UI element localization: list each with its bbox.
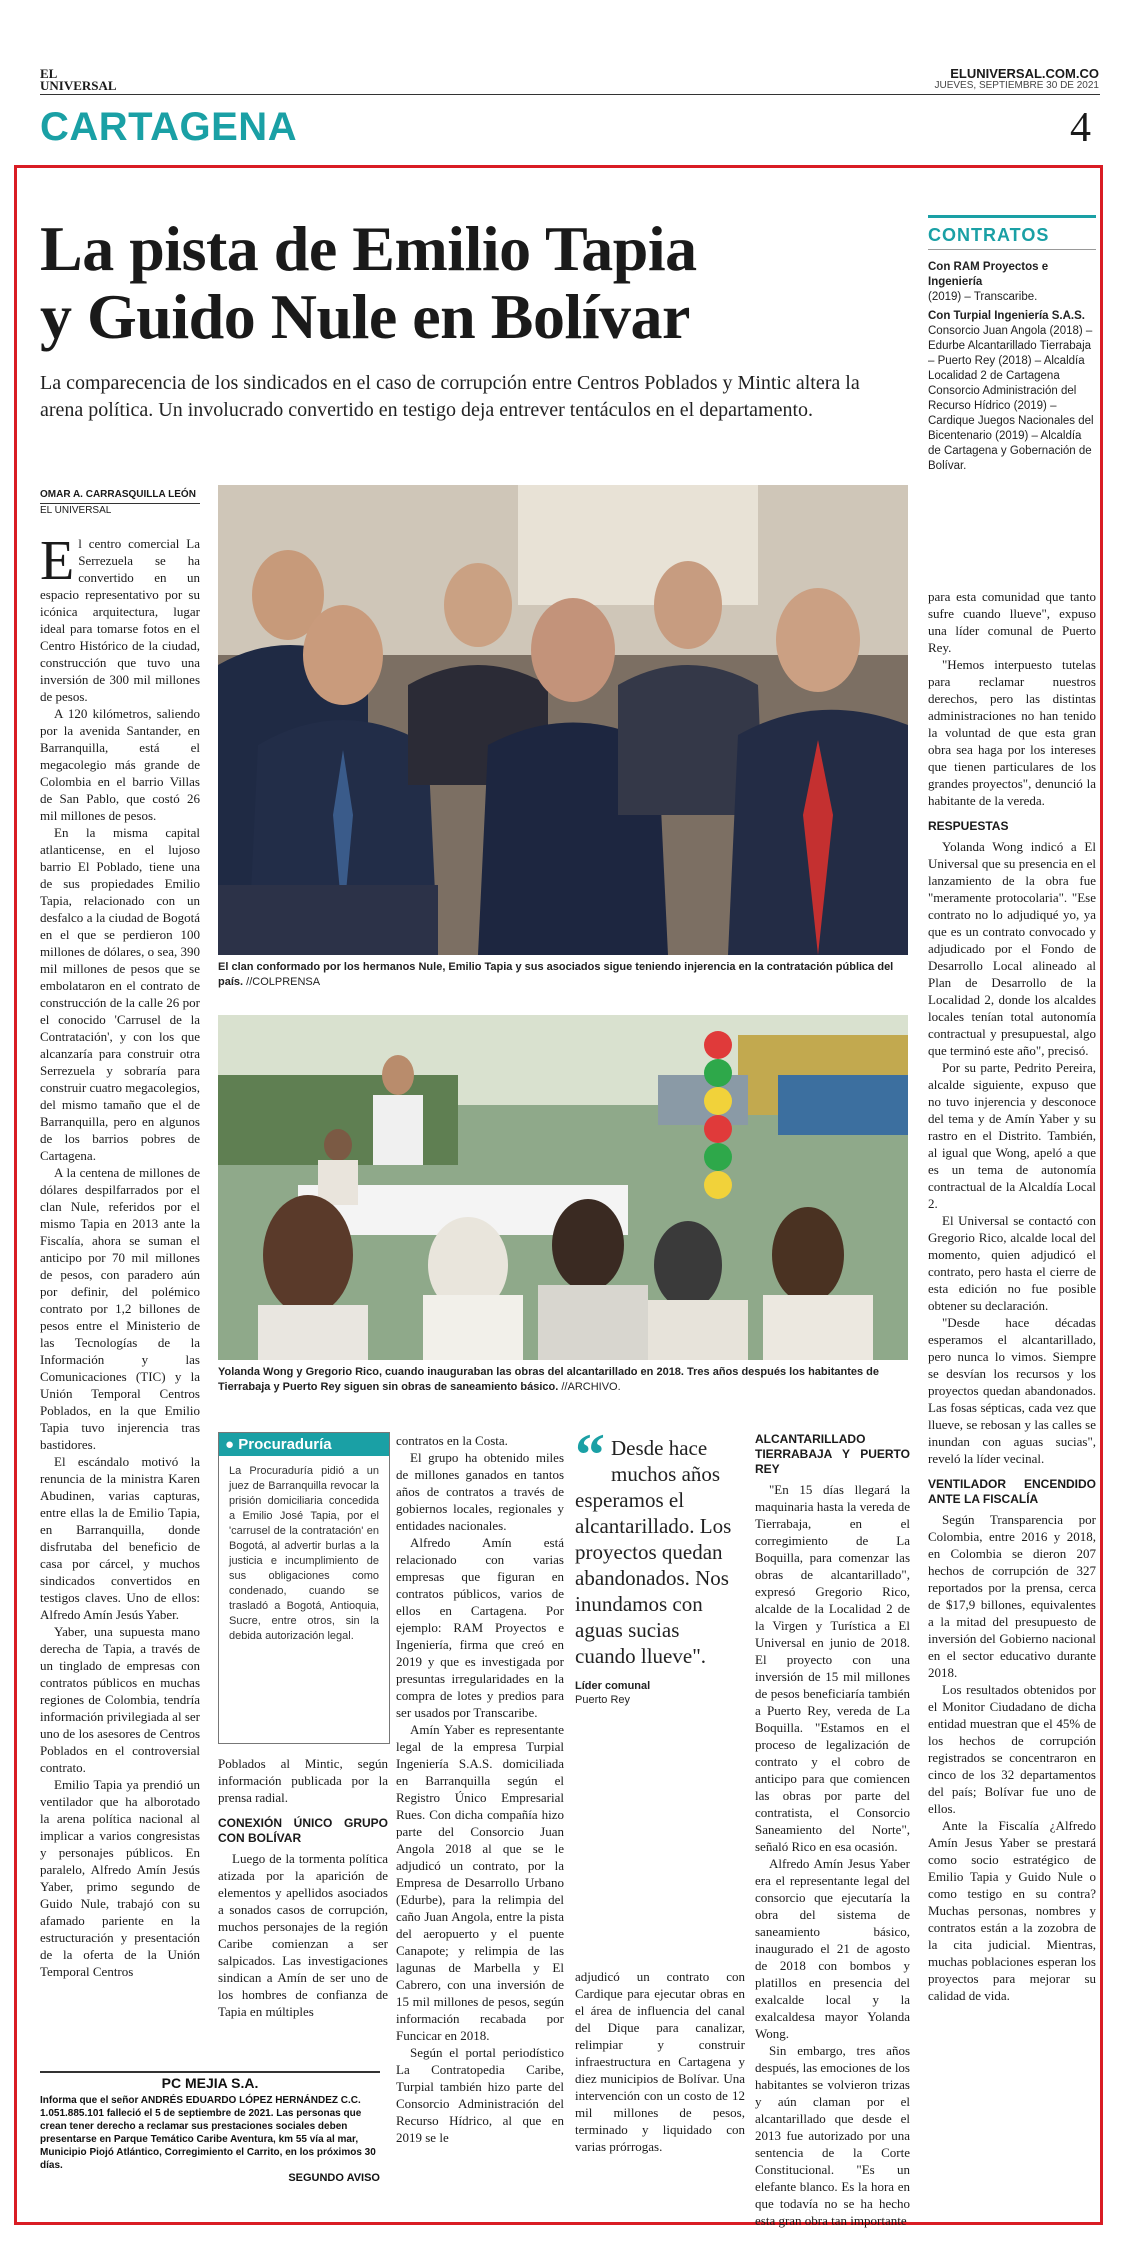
dropcap: E [40,530,75,592]
subheading: RESPUESTAS [928,819,1009,833]
body-paragraph: Yolanda Wong indicó a El Universal que su presencia en el lanzamiento de la obra fue "meramente protocolaria". "Ese contrato no lo adjudiqué yo, ya que es un contrato convocado y adjudicado por el Fondo de Desarrollo Local alineado al Plan de Desarrollo de la Localidad 2, donde los alcaldes locales tenían total autonomía contractual y presupuestal, algo que terminó este año", precisó. [928,839,1096,1058]
body-paragraph: Alfredo Amín Jesus Yaber era el representante legal del consorcio que ejecutaría la obra del sistema de saneamiento básico, inaugurado el 21 de agosto de 2018 con bombos y platillos en presencia del exalcalde local y la exalcaldesa mayor Yolanda Wong. [755,1856,910,2041]
subheading: CONEXIÓN ÚNICO GRUPO CON BOLÍVAR [218,1816,388,1845]
body-paragraph: El Universal se contactó con Gregorio Rico, alcalde local del momento, quien adjudicó el contrato, pero hasta el cierre de esta edición no fue posible obtener su declaración. [928,1213,1096,1313]
newspaper-logo: EL UNIVERSAL [40,66,117,93]
body-paragraph: A la centena de millones de dólares despilfarrados por el clan Nule, referidos por el mismo Tapia en 2013 ante la Fiscalía, ahora se suman el anticipo por 70 mil millones de pesos, con paradero aún por definir, del polémico contrato por 1,2 billones de pesos entre el Ministerio de las Tecnologías de la Información y las Comunicaciones (TIC) y la Unión Temporal Centros Poblados, en la que Emilio Tapia tuvo injerencia tras bastidores. [40,1165,200,1452]
legal-notice [40,2071,380,2185]
procuraduria-box-text: La Procuraduría pidió a un juez de Barranquilla revocar la prisión domiciliaria concedida a Emilio José Tapia, por el 'carrusel de la contratación' en Bogotá, al advertir burlas a la justicia e incumplimiento de sus obligaciones como condenado, cuando se trasladó a Bogotá, Antioquia, Sucre, entre otros, sin la debida autorización legal. [229,1465,379,1642]
body-paragraph: Emilio Tapia ya prendió un ventilador que ha alborotado la arena política nacional al implicar a varios congresistas y personajes públicos. En paralelo, Alfredo Amín Jesús Yaber, primo segundo de Guido Nule, trabajó con su afamado pariente en la estructuración y presentación de la oferta de la Unión Temporal Centros [40,1777,200,1979]
photo-suspects [218,485,908,955]
body-paragraph: "En 15 días llegará la maquinaria hasta la vereda de Tierrabaja, en el corregimiento de La Boquilla, para comenzar las obras de alcantarillado", expresó Gregorio Rico, alcalde de la Localidad 2 de la Virgen y Turística a El Universal en junio de 2018. El proyecto con una inversión de 15 mil millones de pesos beneficiaría también a Puerto Rey, vereda de La Boquilla. "Estamos en el proceso de legalización de contrato y el cobro de anticipo para que comiencen las obras por parte del contratista, el Consorcio Saneamiento del Norte", señaló Rico en esa ocasión. [755,1482,910,1854]
body-paragraph: A 120 kilómetros, saliendo por la avenida Santander, en Barranquilla, está el megacolegio más grande de Colombia en el barrio Villas de San Pablo, que costó 26 mil millones de pesos. [40,706,200,823]
quote-mark-icon: “ [575,1422,605,1488]
section-title: CARTAGENA [40,105,298,149]
issue-date: JUEVES, SEPTIEMBRE 30 DE 2021 [934,80,1099,91]
body-paragraph: Según el portal periodístico La Contratopedia Caribe, Turpial también hizo parte del Consorcio Administración del Recurso Hídrico, al que en 2019 se le [396,2045,564,2145]
photo-suspects-caption: El clan conformado por los hermanos Nule, Emilio Tapia y sus asociados sigue teniendo injerencia en la contratación pública del país. //COLPRENSA [218,961,894,988]
body-paragraph: adjudicó un contrato con Cardique para ejecutar obras en el área de influencia del canal del Dique para canalizar, relimpiar y construir infraestructura en Cartagena y diez municipios de Bolívar. Una intervención con un costo de 12 mil millones de pesos, terminado y liquidado con varias prórrogas. [575,1969,745,2154]
byline [40,488,200,517]
author-name: OMAR A. CARRASQUILLA LEÓN [40,488,200,504]
body-column-1 [40,530,200,1980]
procuraduria-box [218,1432,390,1744]
pull-quote: “ Desde hace muchos años esperamos el alcantarillado. Los proyectos quedan abandonados. Nos inundamos con aguas sucias cuando llueve". Líder comunal Puerto Rey [575,1435,745,1707]
notice-title: PC MEJIA S.A. [161,2075,259,2091]
body-paragraph: Amín Yaber es representante legal de la empresa Turpial Ingeniería S.A.S. domiciliada en Barranquilla según el Registro Único Empresarial Rues. Con dicha compañía hizo parte del Consorcio Juan Angola 2018 al que se le adjudicó un contrato, por la Empresa de Desarrollo Urbano (Edurbe), para la relimpia del caño Juan Angola, entre la pista del aeropuerto y el puente Canapote; y relimpia de las lagunas de Marbella y El Cabrero, con una inversión de 15 mil millones de pesos, según información recabada por Funcicar en 2018. [396,1722,564,2043]
body-column-5 [755,1432,910,2229]
body-paragraph: Sin embargo, tres años después, las emociones de los habitantes se volvieron trizas y aún claman por el alcantarillado que desde el 2013 fue autorizado por una sentencia de la Corte Constitucional. "Es un elefante blanco. Es la hora en que todavía no se ha hecho esta gran obra tan importante [755,2043,910,2228]
photo-inauguration-image [218,1015,908,1360]
photo-suspects-image [218,485,908,955]
headline: La pista de Emilio Tapia y Guido Nule en Bolívar [40,213,697,352]
sidebar-heading: Con Turpial Ingeniería S.A.S. [928,310,1085,322]
masthead-divider [40,94,1100,95]
sidebar-text: (2019) – Transcaribe. [928,291,1038,303]
body-paragraph: contratos en la Costa. [396,1433,508,1448]
body-paragraph: Poblados al Mintic, según información publicada por la prensa radial. [218,1756,388,1805]
body-paragraph: Ante la Fiscalía ¿Alfredo Amín Jesus Yaber se prestará como socio estratégico de Emilio Tapia y Guido Nule o como testigo en su contra? Muchas personas, nombres y contratos están a la zozobra de la cita judicial. Mientras, muchas poblaciones esperan los proyectos para mejorar su calidad de vida. [928,1818,1096,2003]
notice-footer: SEGUNDO AVISO [288,2172,380,2184]
contracts-sidebar [928,215,1096,474]
body-column-4 [575,1968,745,2155]
quote-attribution: Líder comunal Puerto Rey [575,1680,651,1706]
body-paragraph: para esta comunidad que tanto sufre cuando llueve", expuso una líder comunal de Puerto Rey. [928,589,1096,655]
body-paragraph: "Desde hace décadas esperamos el alcantarillado, pero nunca lo vimos. Siempre se desvían los recursos y los proyectos quedan abandonados. Las fosas sépticas, cada vez que llueve, se rebosan y las calles se inundan con aguas sucias", reveló la líder vecinal. [928,1315,1096,1466]
body-column-2 [218,1755,388,2020]
body-column-6 [928,588,1096,2004]
body-paragraph: Según Transparencia por Colombia, entre 2016 y 2018, en Colombia se dieron 207 hechos de corrupción de 327 reportados por la prensa, cerca de $17,9 billones, equivalentes a la mitad del presupuesto de inversión del Gobierno nacional en el sector educativo durante 2018. [928,1512,1096,1680]
body-paragraph: Luego de la tormenta política atizada por la aparición de elementos y apellidos asociados a sonados casos de corrupción, muchos personajes de la región Caribe comienzan a ser salpicados. Las investigaciones sindican a Amín de ser uno de los hombres de confianza de Tapia en múltiples [218,1851,388,2019]
photo-inauguration-caption: Yolanda Wong y Gregorio Rico, cuando inauguraban las obras del alcantarillado en 2018. Tres años después los habitantes de Tierrabaja y Puerto Rey siguen sin obras de saneamiento básico. //ARCHIVO. [218,1366,879,1393]
body-paragraph: Por su parte, Pedrito Pereira, alcalde siguiente, expuso que no tuvo injerencia y desconoce del tema y de Amín Yaber y su rastro en el Distrito. También, al igual que Wong, apeló a que es un tema de autonomía contractual de la Alcaldía Local 2. [928,1060,1096,1211]
sidebar-title: CONTRATOS [928,215,1096,250]
sidebar-text: Consorcio Juan Angola (2018) – Edurbe Alcantarillado Tierrabaja – Puerto Rey (2018) – Alcaldía Localidad 2 de Cartagena Consorcio Administración del Recurso Hídrico (2019) – Cardique Juegos Nacionales del Bicentenario (2019) – Alcaldía de Cartagena y Gobernación de Bolívar. [928,325,1094,472]
photo-inauguration [218,1015,908,1360]
procuraduria-box-title: ● Procuraduría [219,1433,389,1456]
body-column-3 [396,1432,564,2146]
body-paragraph: El grupo ha obtenido miles de millones ganados en tantos años de contratos a través de gobiernos locales, regionales y entidades nacionales. [396,1450,564,1533]
body-paragraph: Los resultados obtenidos por el Monitor Ciudadano de dicha entidad muestran que el 45% de los hechos de corrupción registrados se concentraron en cinco de los 32 departamentos del país; Bolívar fue uno de ellos. [928,1682,1096,1816]
body-paragraph: Yaber, una supuesta mano derecha de Tapia, a través de un tinglado de empresas con contratos públicos en muchas regiones de Colombia, tendría información privilegiada al ser uno de los asesores de Centros Poblados en el controversial contrato. [40,1624,200,1775]
site-url[interactable]: ELUNIVERSAL.COM.CO [950,66,1099,81]
page-number: 4 [1070,105,1091,151]
notice-text: Informa que el señor ANDRÉS EDUARDO LÓPEZ HERNÁNDEZ C.C. 1.051.885.101 falleció el 5 de septiembre de 2021. Las personas que crean tener derecho a reclamar sus prestaciones sociales deben presentarse en Parque Temático Caribe Aventura, km 55 vía al mar, Municipio Piojó Atlántico, Corregimiento el Carrito, en los próximos 30 días. [40,2095,376,2171]
subheading: ALCANTARILLADO TIERRABAJA Y PUERTO REY [755,1432,910,1476]
body-paragraph: Alfredo Amín está relacionado con varias empresas que figuran en contratos públicos, varios de ellos en Cartagena. Por ejemplo: RAM Proyectos e Ingeniería, firma que creó en 2019 y que es investigada por presuntas irregularidades en la compra de lotes y predios para ser usados por Transcaribe. [396,1535,564,1720]
author-outlet: EL UNIVERSAL [40,505,112,516]
article-deck: La comparecencia de los sindicados en el caso de corrupción entre Centros Poblados y Mintic altera la arena política. Un involucrado convertido en testigo deja entrever tentáculos en el departamento. [40,372,860,421]
body-paragraph: El escándalo motivó la renuncia de la ministra Karen Abudinen, varias capturas, entre ellas la de Emilio Tapia, en Barranquilla, donde disfrutaba del beneficio de casa por cárcel, y muchos sindicados convertidos en testigos claves. Uno de ellos: Alfredo Amín Jesús Yaber. [40,1454,200,1622]
body-paragraph: "Hemos interpuesto tutelas para reclamar nuestros derechos, pero las distintas administraciones no han tenido la voluntad de que esta gran obra sea haga por los intereses que tienen particulares de los grandes proyectos", denunció la habitante de la vereda. [928,657,1096,808]
sidebar-heading: Con RAM Proyectos e Ingeniería [928,261,1049,288]
body-paragraph: En la misma capital atlanticense, en el lujoso barrio El Poblado, tiene una de sus propiedades Emilio Tapia, relacionado con un desfalco a la ciudad de Bogotá en el que se perdieron 100 millones de dólares, o sea, 390 mil millones de pesos que se embolataron en el contrato de construcción de la calle 26 por el conocido 'Carrusel de la Contratación', y con los que alcanzaría para construir otra Serrezuela y sobraría para construir cuatro megacolegios, del mismo tamaño que el de Barranquilla, pero en algunos de los barrios pobres de Cartagena. [40,825,200,1163]
body-paragraph: El centro comercial La Serrezuela se ha convertido en un espacio representativo por su icónica arquitectura, lugar ideal para tomarse fotos en el Centro Histórico de la ciudad, construcción que tuvo una inversión de 300 mil millones de pesos. [40,530,200,704]
subheading: VENTILADOR ENCENDIDO ANTE LA FISCALÍA [928,1477,1096,1506]
